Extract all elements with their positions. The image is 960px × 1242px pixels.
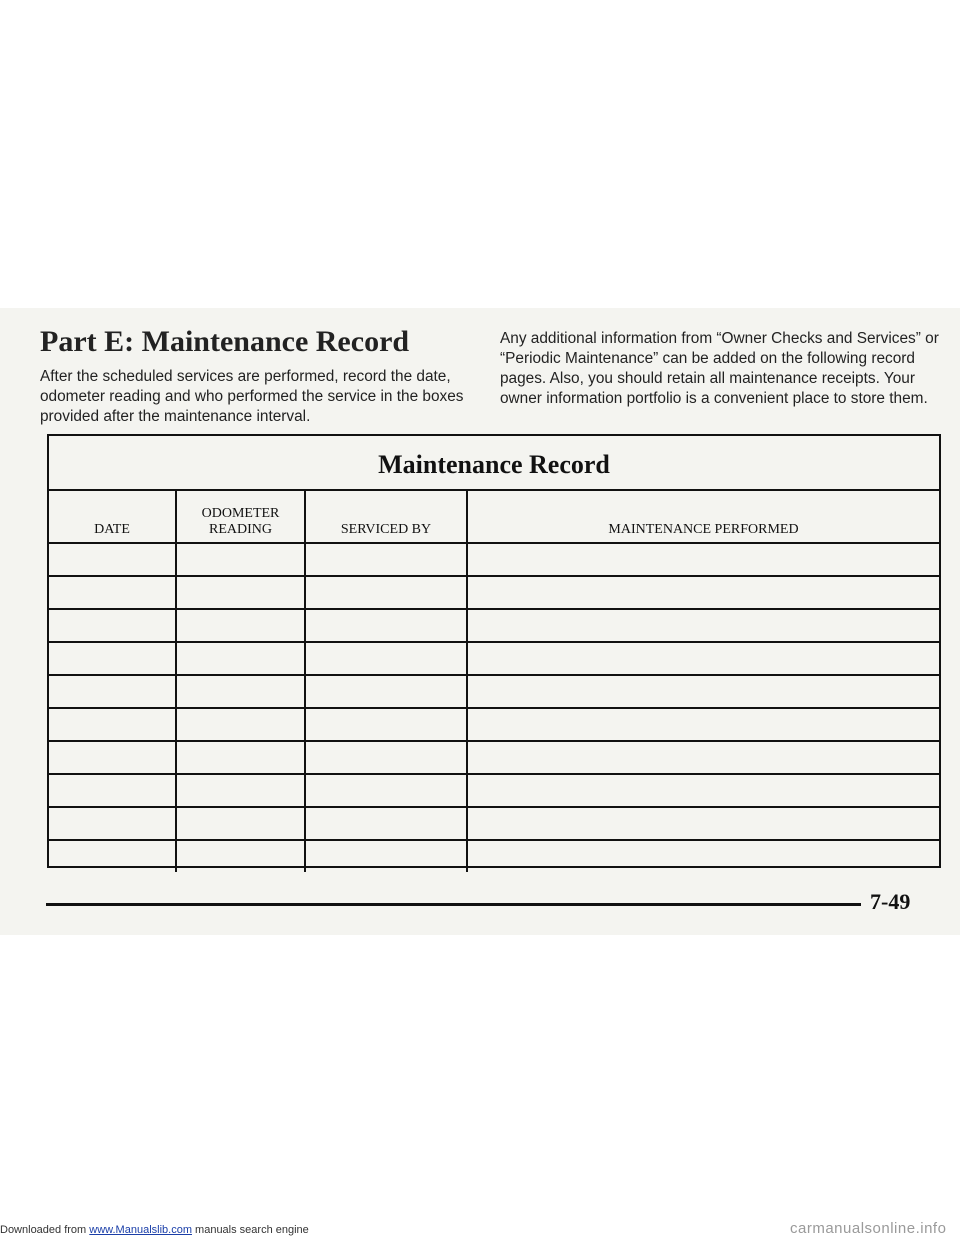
maintenance-cell [467,543,939,576]
download-footer [0,1224,309,1236]
odometer-cell [176,708,305,741]
maintenance-record-table [47,434,941,868]
maintenance-cell [467,708,939,741]
date-cell [49,741,176,774]
maintenance-cell [467,774,939,807]
serviced-by-cell [305,741,467,774]
date-cell [49,675,176,708]
watermark: carmanualsonline.info [790,1220,947,1237]
maintenance-cell [467,675,939,708]
date-cell [49,774,176,807]
odometer-cell [176,609,305,642]
additional-info-paragraph: Any additional information from “Owner Checks and Services” or “Periodic Maintenance” can be added on the following record pages. Also, you should retain all maintenance receipts. Your owner information portfolio is a convenient place to store them. [500,330,939,407]
date-cell [49,543,176,576]
record-row [49,741,939,774]
date-cell [49,807,176,840]
serviced-by-cell [305,675,467,708]
maintenance-cell [467,609,939,642]
record-row [49,807,939,840]
odometer-cell [176,840,305,872]
date-cell [49,576,176,609]
record-row [49,642,939,675]
odometer-cell [176,741,305,774]
maintenance-cell [467,840,939,872]
page-heading: Part E: Maintenance Record [40,325,410,358]
date-cell [49,609,176,642]
odometer-cell [176,807,305,840]
footer-prefix: Downloaded from [0,1224,90,1236]
header-date: DATE [49,490,176,543]
record-grid [49,489,939,872]
odometer-cell [176,774,305,807]
record-row [49,675,939,708]
table-title: Maintenance Record [378,450,610,479]
manualslib-link[interactable]: www.Manualslib.com [89,1224,192,1236]
page-number: 7-49 [870,889,911,914]
maintenance-cell [467,741,939,774]
odometer-cell [176,576,305,609]
record-row [49,840,939,872]
header-serviced-by: SERVICED BY [305,490,467,543]
header-row [49,490,939,543]
record-row [49,609,939,642]
date-cell [49,708,176,741]
serviced-by-cell [305,642,467,675]
record-row [49,543,939,576]
maintenance-cell [467,576,939,609]
header-odometer-reading: ODOMETER READING [176,490,305,543]
record-row [49,708,939,741]
serviced-by-cell [305,609,467,642]
serviced-by-cell [305,774,467,807]
serviced-by-cell [305,840,467,872]
maintenance-cell [467,642,939,675]
intro-paragraph: After the scheduled services are performed, record the date, odometer reading and who performed the service in the boxes provided after the maintenance interval. [40,368,464,425]
footer-suffix: manuals search engine [191,1224,309,1236]
maintenance-cell [467,807,939,840]
record-row [49,576,939,609]
serviced-by-cell [305,807,467,840]
serviced-by-cell [305,708,467,741]
odometer-cell [176,543,305,576]
date-cell [49,642,176,675]
serviced-by-cell [305,543,467,576]
odometer-cell [176,642,305,675]
header-maintenance-performed: MAINTENANCE PERFORMED [467,490,939,543]
serviced-by-cell [305,576,467,609]
odometer-cell [176,675,305,708]
date-cell [49,840,176,872]
bottom-rule [46,903,861,906]
record-row [49,774,939,807]
